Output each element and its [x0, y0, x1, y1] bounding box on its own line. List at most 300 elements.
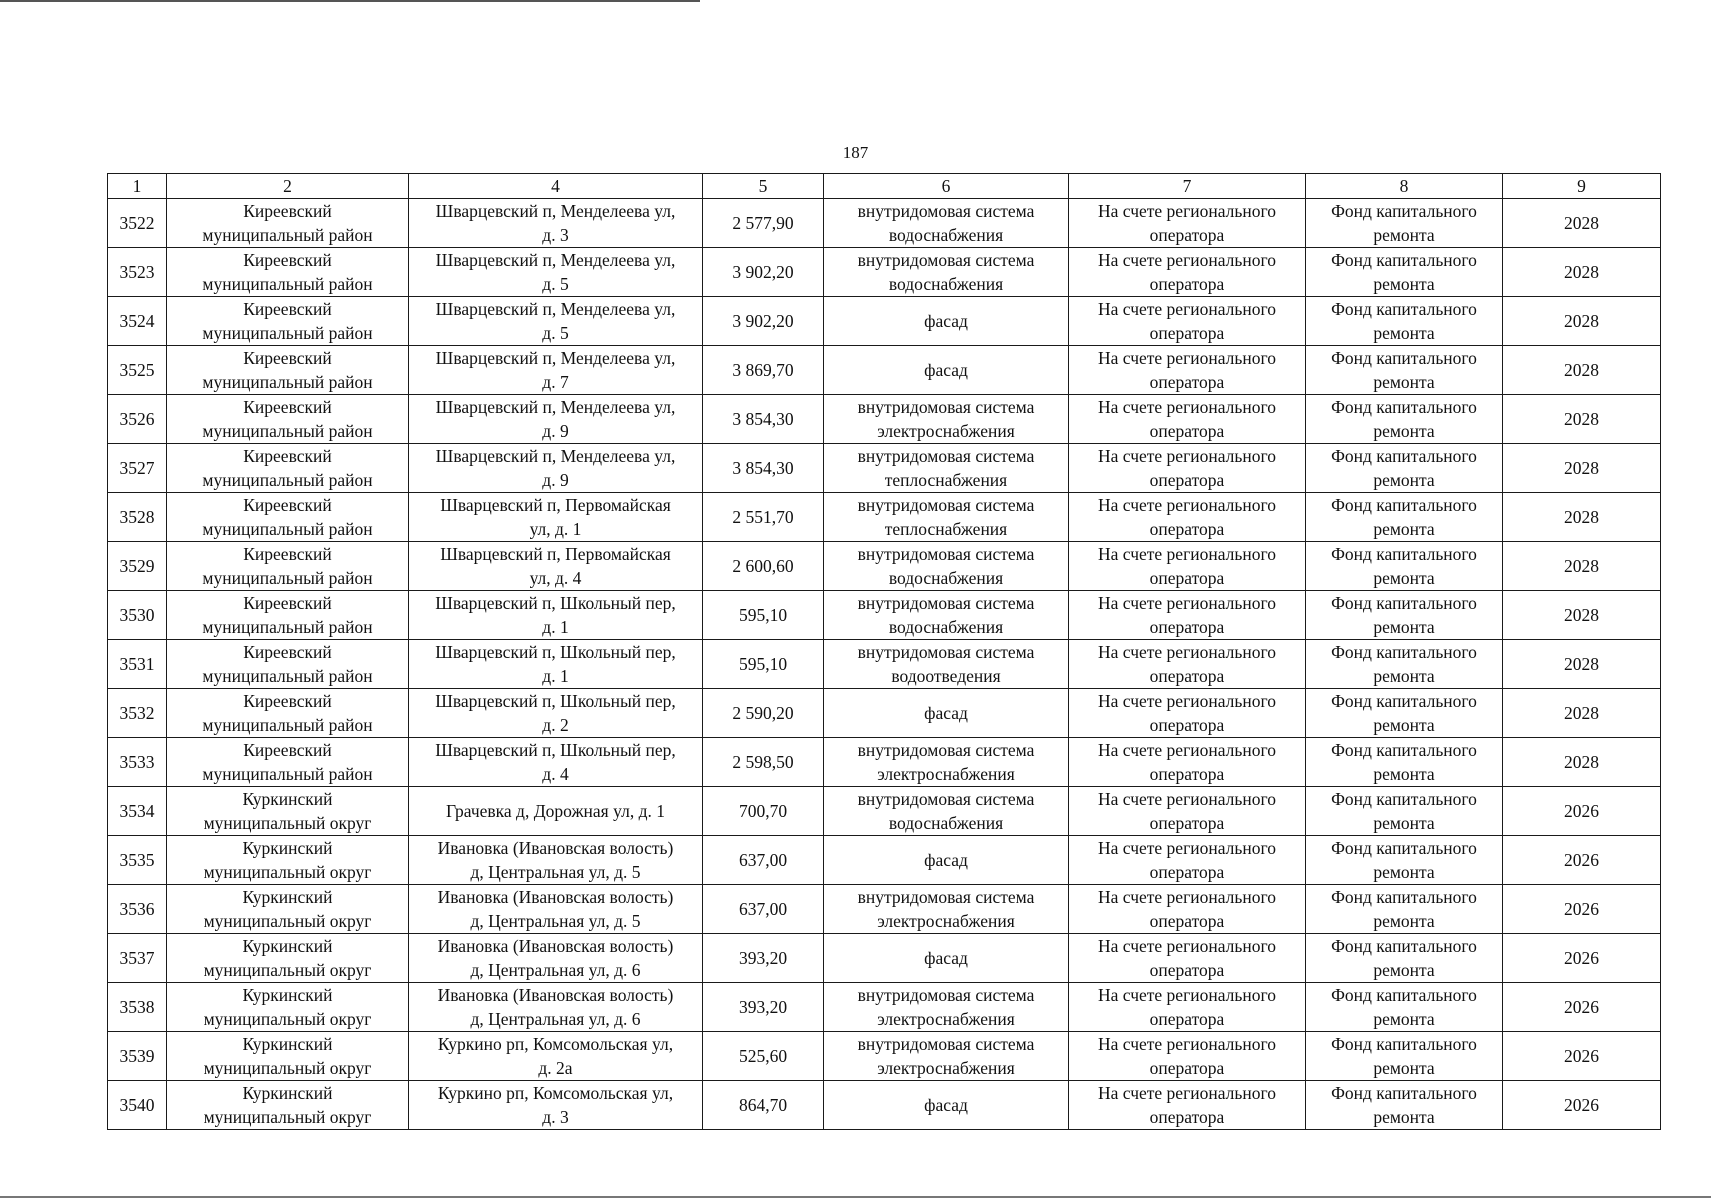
account-line: На счете регионального — [1098, 789, 1276, 809]
table-row — [108, 297, 1661, 346]
area-cell: 637,00 — [703, 885, 824, 934]
address-line: д, Центральная ул, д. 5 — [470, 862, 641, 882]
area-cell: 393,20 — [703, 934, 824, 983]
district-cell — [167, 199, 409, 248]
area-cell: 3 854,30 — [703, 444, 824, 493]
area-cell: 595,10 — [703, 640, 824, 689]
element-cell — [824, 640, 1069, 689]
year-cell: 2028 — [1503, 346, 1661, 395]
funding-source-line: ремонта — [1373, 715, 1435, 735]
funding-source-line: ремонта — [1373, 764, 1435, 784]
district-cell — [167, 1081, 409, 1130]
address-cell — [409, 1081, 703, 1130]
funding-source-line: Фонд капитального — [1331, 201, 1477, 221]
funding-source-line: Фонд капитального — [1331, 789, 1477, 809]
year-cell: 2028 — [1503, 542, 1661, 591]
element-line: теплоснабжения — [884, 470, 1008, 490]
account-cell — [1069, 787, 1306, 836]
address-line: Грачевка д, Дорожная ул, д. 1 — [446, 801, 665, 821]
address-line: ул, д. 4 — [529, 568, 582, 588]
funding-source-line: ремонта — [1373, 323, 1435, 343]
address-line: д. 2 — [542, 715, 569, 735]
year-cell: 2026 — [1503, 836, 1661, 885]
district-line: муниципальный район — [202, 764, 373, 784]
account-line: оператора — [1149, 372, 1225, 392]
element-cell — [824, 297, 1069, 346]
element-line: внутридомовая система — [857, 250, 1035, 270]
funding-source-cell — [1306, 885, 1503, 934]
page-number: 187 — [842, 143, 869, 162]
district-line: Киреевский — [243, 544, 332, 564]
address-line: Ивановка (Ивановская волость) — [437, 838, 674, 858]
funding-source-line: Фонд капитального — [1331, 446, 1477, 466]
account-cell — [1069, 934, 1306, 983]
element-cell — [824, 787, 1069, 836]
account-cell — [1069, 1081, 1306, 1130]
element-line: внутридомовая система — [857, 985, 1035, 1005]
element-cell — [824, 346, 1069, 395]
account-cell — [1069, 738, 1306, 787]
address-line: д. 1 — [542, 666, 569, 686]
account-cell — [1069, 542, 1306, 591]
element-line: внутридомовая система — [857, 593, 1035, 613]
account-line: На счете регионального — [1098, 495, 1276, 515]
account-cell — [1069, 689, 1306, 738]
row-number-cell: 3538 — [108, 983, 167, 1032]
funding-source-cell — [1306, 1081, 1503, 1130]
district-line: муниципальный район — [202, 715, 373, 735]
address-line: Куркино рп, Комсомольская ул, — [437, 1034, 674, 1054]
element-line: фасад — [924, 360, 968, 380]
funding-source-line: Фонд капитального — [1331, 642, 1477, 662]
account-line: оператора — [1149, 715, 1225, 735]
table-row — [108, 591, 1661, 640]
district-cell — [167, 787, 409, 836]
account-cell — [1069, 444, 1306, 493]
table-row — [108, 493, 1661, 542]
address-line: Шварцевский п, Школьный пер, — [435, 642, 676, 662]
district-line: муниципальный округ — [203, 960, 372, 980]
column-header: 6 — [824, 174, 1069, 199]
address-line: д. 5 — [542, 274, 569, 294]
account-cell — [1069, 983, 1306, 1032]
area-cell: 3 854,30 — [703, 395, 824, 444]
district-line: муниципальный округ — [203, 1058, 372, 1078]
address-cell — [409, 395, 703, 444]
table-body — [108, 174, 1661, 1130]
area-cell: 637,00 — [703, 836, 824, 885]
district-cell — [167, 640, 409, 689]
funding-source-line: Фонд капитального — [1331, 1034, 1477, 1054]
district-line: муниципальный район — [202, 274, 373, 294]
column-header: 5 — [703, 174, 824, 199]
table-row — [108, 640, 1661, 689]
header-row — [108, 174, 1661, 199]
element-line: фасад — [924, 948, 968, 968]
table-row — [108, 934, 1661, 983]
element-line: внутридомовая система — [857, 789, 1035, 809]
area-cell: 2 577,90 — [703, 199, 824, 248]
funding-source-line: Фонд капитального — [1331, 544, 1477, 564]
address-cell — [409, 885, 703, 934]
area-cell: 393,20 — [703, 983, 824, 1032]
element-line: внутридомовая система — [857, 446, 1035, 466]
funding-source-line: Фонд капитального — [1331, 250, 1477, 270]
account-line: На счете регионального — [1098, 544, 1276, 564]
funding-source-line: Фонд капитального — [1331, 593, 1477, 613]
funding-source-line: ремонта — [1373, 1058, 1435, 1078]
funding-source-cell — [1306, 640, 1503, 689]
funding-source-line: ремонта — [1373, 960, 1435, 980]
account-line: На счете регионального — [1098, 250, 1276, 270]
district-line: Киреевский — [243, 446, 332, 466]
year-cell: 2026 — [1503, 1032, 1661, 1081]
element-line: фасад — [924, 850, 968, 870]
funding-source-cell — [1306, 297, 1503, 346]
element-line: внутридомовая система — [857, 397, 1035, 417]
address-cell — [409, 836, 703, 885]
funding-source-line: Фонд капитального — [1331, 936, 1477, 956]
account-cell — [1069, 640, 1306, 689]
account-line: оператора — [1149, 862, 1225, 882]
address-line: Ивановка (Ивановская волость) — [437, 936, 674, 956]
address-cell — [409, 983, 703, 1032]
table-row — [108, 444, 1661, 493]
registry-table — [107, 173, 1661, 1130]
address-cell — [409, 591, 703, 640]
funding-source-line: ремонта — [1373, 1009, 1435, 1029]
area-cell: 2 598,50 — [703, 738, 824, 787]
element-line: внутридомовая система — [857, 887, 1035, 907]
district-line: Киреевский — [243, 593, 332, 613]
area-cell: 3 902,20 — [703, 248, 824, 297]
account-line: оператора — [1149, 568, 1225, 588]
element-cell — [824, 591, 1069, 640]
district-cell — [167, 689, 409, 738]
district-line: муниципальный округ — [203, 911, 372, 931]
row-number-cell: 3535 — [108, 836, 167, 885]
district-line: муниципальный округ — [203, 813, 372, 833]
year-cell: 2026 — [1503, 934, 1661, 983]
account-line: оператора — [1149, 323, 1225, 343]
row-number-cell: 3529 — [108, 542, 167, 591]
district-line: Куркинский — [242, 887, 333, 907]
funding-source-cell — [1306, 346, 1503, 395]
element-line: внутридомовая система — [857, 544, 1035, 564]
row-number-cell: 3522 — [108, 199, 167, 248]
area-cell: 525,60 — [703, 1032, 824, 1081]
funding-source-line: Фонд капитального — [1331, 691, 1477, 711]
account-line: оператора — [1149, 764, 1225, 784]
account-line: оператора — [1149, 911, 1225, 931]
row-number-cell: 3537 — [108, 934, 167, 983]
district-line: муниципальный район — [202, 519, 373, 539]
element-line: фасад — [924, 1095, 968, 1115]
element-line: водоснабжения — [888, 274, 1004, 294]
element-line: водоотведения — [891, 666, 1001, 686]
district-cell — [167, 1032, 409, 1081]
address-line: Шварцевский п, Менделеева ул, — [435, 250, 676, 270]
funding-source-line: Фонд капитального — [1331, 1083, 1477, 1103]
funding-source-line: Фонд капитального — [1331, 299, 1477, 319]
element-line: электроснабжения — [877, 911, 1015, 931]
account-line: На счете регионального — [1098, 887, 1276, 907]
account-line: На счете регионального — [1098, 642, 1276, 662]
year-cell: 2028 — [1503, 395, 1661, 444]
funding-source-cell — [1306, 934, 1503, 983]
district-cell — [167, 395, 409, 444]
funding-source-line: ремонта — [1373, 911, 1435, 931]
account-line: оператора — [1149, 813, 1225, 833]
funding-source-line: ремонта — [1373, 617, 1435, 637]
column-header: 4 — [409, 174, 703, 199]
element-line: электроснабжения — [877, 1009, 1015, 1029]
funding-source-line: Фонд капитального — [1331, 985, 1477, 1005]
account-cell — [1069, 493, 1306, 542]
account-line: оператора — [1149, 1009, 1225, 1029]
address-cell — [409, 493, 703, 542]
year-cell: 2026 — [1503, 885, 1661, 934]
address-line: Шварцевский п, Менделеева ул, — [435, 299, 676, 319]
address-cell — [409, 199, 703, 248]
address-line: д. 4 — [542, 764, 569, 784]
row-number-cell: 3540 — [108, 1081, 167, 1130]
year-cell: 2028 — [1503, 640, 1661, 689]
address-cell — [409, 1032, 703, 1081]
column-header: 8 — [1306, 174, 1503, 199]
funding-source-cell — [1306, 689, 1503, 738]
element-line: водоснабжения — [888, 568, 1004, 588]
scan-border-top — [0, 0, 700, 2]
account-line: На счете регионального — [1098, 446, 1276, 466]
year-cell: 2028 — [1503, 493, 1661, 542]
district-line: Куркинский — [242, 985, 333, 1005]
funding-source-cell — [1306, 493, 1503, 542]
funding-source-cell — [1306, 199, 1503, 248]
address-cell — [409, 542, 703, 591]
account-line: На счете регионального — [1098, 838, 1276, 858]
district-line: муниципальный район — [202, 323, 373, 343]
table-row — [108, 248, 1661, 297]
area-cell: 3 869,70 — [703, 346, 824, 395]
funding-source-line: ремонта — [1373, 225, 1435, 245]
funding-source-cell — [1306, 395, 1503, 444]
account-cell — [1069, 297, 1306, 346]
year-cell: 2028 — [1503, 689, 1661, 738]
element-cell — [824, 1032, 1069, 1081]
account-line: На счете регионального — [1098, 985, 1276, 1005]
account-line: На счете регионального — [1098, 740, 1276, 760]
year-cell: 2028 — [1503, 444, 1661, 493]
row-number-cell: 3531 — [108, 640, 167, 689]
district-line: муниципальный район — [202, 568, 373, 588]
element-cell — [824, 689, 1069, 738]
element-cell — [824, 836, 1069, 885]
address-line: д. 3 — [542, 1107, 569, 1127]
address-cell — [409, 297, 703, 346]
district-line: Киреевский — [243, 201, 332, 221]
account-line: оператора — [1149, 470, 1225, 490]
element-cell — [824, 199, 1069, 248]
district-line: муниципальный округ — [203, 1009, 372, 1029]
element-line: внутридомовая система — [857, 201, 1035, 221]
row-number-cell: 3530 — [108, 591, 167, 640]
element-cell — [824, 493, 1069, 542]
element-line: водоснабжения — [888, 617, 1004, 637]
district-line: муниципальный округ — [203, 862, 372, 882]
address-line: д, Центральная ул, д. 6 — [470, 960, 641, 980]
district-line: муниципальный район — [202, 225, 373, 245]
funding-source-line: Фонд капитального — [1331, 348, 1477, 368]
address-line: Шварцевский п, Школьный пер, — [435, 691, 676, 711]
district-line: муниципальный район — [202, 421, 373, 441]
district-cell — [167, 542, 409, 591]
element-line: водоснабжения — [888, 813, 1004, 833]
district-line: Киреевский — [243, 348, 332, 368]
account-line: оператора — [1149, 225, 1225, 245]
area-cell: 2 600,60 — [703, 542, 824, 591]
table-row — [108, 738, 1661, 787]
address-line: Шварцевский п, Первомайская — [440, 544, 671, 564]
address-cell — [409, 346, 703, 395]
element-cell — [824, 542, 1069, 591]
row-number-cell: 3536 — [108, 885, 167, 934]
element-line: электроснабжения — [877, 1058, 1015, 1078]
year-cell: 2026 — [1503, 983, 1661, 1032]
funding-source-cell — [1306, 983, 1503, 1032]
year-cell: 2028 — [1503, 248, 1661, 297]
table-row — [108, 1032, 1661, 1081]
column-header: 2 — [167, 174, 409, 199]
district-cell — [167, 493, 409, 542]
address-cell — [409, 738, 703, 787]
district-line: Куркинский — [242, 1083, 333, 1103]
funding-source-line: ремонта — [1373, 813, 1435, 833]
funding-source-line: ремонта — [1373, 372, 1435, 392]
address-line: д. 2а — [538, 1058, 573, 1078]
table-row — [108, 787, 1661, 836]
year-cell: 2028 — [1503, 297, 1661, 346]
district-line: муниципальный район — [202, 470, 373, 490]
account-cell — [1069, 199, 1306, 248]
row-number-cell: 3528 — [108, 493, 167, 542]
account-line: оператора — [1149, 960, 1225, 980]
table-row — [108, 346, 1661, 395]
address-line: Шварцевский п, Менделеева ул, — [435, 348, 676, 368]
account-line: оператора — [1149, 421, 1225, 441]
account-line: оператора — [1149, 519, 1225, 539]
account-cell — [1069, 346, 1306, 395]
funding-source-cell — [1306, 444, 1503, 493]
row-number-cell: 3526 — [108, 395, 167, 444]
year-cell: 2028 — [1503, 591, 1661, 640]
account-line: оператора — [1149, 274, 1225, 294]
element-line: фасад — [924, 311, 968, 331]
area-cell: 700,70 — [703, 787, 824, 836]
element-cell — [824, 395, 1069, 444]
account-line: На счете регионального — [1098, 1083, 1276, 1103]
element-cell — [824, 738, 1069, 787]
element-cell — [824, 885, 1069, 934]
table-row — [108, 542, 1661, 591]
funding-source-line: ремонта — [1373, 862, 1435, 882]
address-cell — [409, 444, 703, 493]
account-line: оператора — [1149, 1058, 1225, 1078]
district-cell — [167, 983, 409, 1032]
area-cell: 3 902,20 — [703, 297, 824, 346]
element-line: внутридомовая система — [857, 642, 1035, 662]
account-line: На счете регионального — [1098, 397, 1276, 417]
funding-source-cell — [1306, 248, 1503, 297]
funding-source-cell — [1306, 738, 1503, 787]
account-line: На счете регионального — [1098, 1034, 1276, 1054]
element-line: водоснабжения — [888, 225, 1004, 245]
table-row — [108, 199, 1661, 248]
element-line: электроснабжения — [877, 421, 1015, 441]
table-row — [108, 689, 1661, 738]
funding-source-line: ремонта — [1373, 470, 1435, 490]
account-line: На счете регионального — [1098, 201, 1276, 221]
row-number-cell: 3534 — [108, 787, 167, 836]
address-cell — [409, 248, 703, 297]
district-cell — [167, 346, 409, 395]
account-line: оператора — [1149, 1107, 1225, 1127]
address-line: Шварцевский п, Первомайская — [440, 495, 671, 515]
funding-source-cell — [1306, 542, 1503, 591]
address-line: д, Центральная ул, д. 5 — [470, 911, 641, 931]
funding-source-cell — [1306, 836, 1503, 885]
account-line: оператора — [1149, 666, 1225, 686]
district-cell — [167, 885, 409, 934]
district-cell — [167, 591, 409, 640]
address-cell — [409, 787, 703, 836]
district-line: Киреевский — [243, 397, 332, 417]
scan-border-bottom — [0, 1196, 1711, 1198]
funding-source-line: ремонта — [1373, 274, 1435, 294]
district-line: Куркинский — [242, 936, 333, 956]
row-number-cell: 3539 — [108, 1032, 167, 1081]
district-cell — [167, 738, 409, 787]
address-line: д. 5 — [542, 323, 569, 343]
account-cell — [1069, 836, 1306, 885]
funding-source-line: Фонд капитального — [1331, 740, 1477, 760]
element-line: внутридомовая система — [857, 1034, 1035, 1054]
address-line: Ивановка (Ивановская волость) — [437, 887, 674, 907]
funding-source-line: ремонта — [1373, 666, 1435, 686]
account-line: оператора — [1149, 617, 1225, 637]
district-cell — [167, 444, 409, 493]
row-number-cell: 3524 — [108, 297, 167, 346]
column-header: 7 — [1069, 174, 1306, 199]
account-cell — [1069, 248, 1306, 297]
address-line: д. 9 — [542, 421, 569, 441]
district-line: муниципальный район — [202, 666, 373, 686]
district-cell — [167, 934, 409, 983]
district-line: Киреевский — [243, 740, 332, 760]
funding-source-cell — [1306, 1032, 1503, 1081]
element-line: фасад — [924, 703, 968, 723]
district-cell — [167, 297, 409, 346]
row-number-cell: 3523 — [108, 248, 167, 297]
address-cell — [409, 934, 703, 983]
element-line: теплоснабжения — [884, 519, 1008, 539]
table-row — [108, 885, 1661, 934]
district-line: Куркинский — [242, 789, 333, 809]
funding-source-line: Фонд капитального — [1331, 495, 1477, 515]
element-line: внутридомовая система — [857, 495, 1035, 515]
row-number-cell: 3533 — [108, 738, 167, 787]
row-number-cell: 3527 — [108, 444, 167, 493]
